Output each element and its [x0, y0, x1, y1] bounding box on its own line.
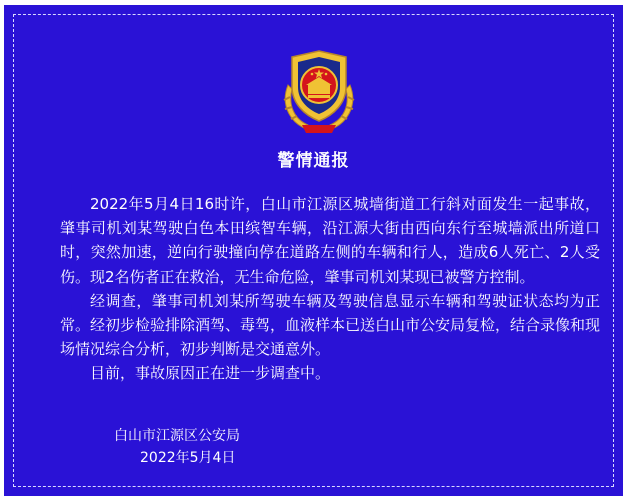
police-notice [4, 5, 623, 496]
issue-date: 2022年5月4日 [140, 450, 236, 466]
paragraph-investigation: 经调查，肇事司机刘某所驾驶车辆及驾驶信息显示车辆和驾驶证状态均为正常。经初步检验排除酒驾、毒驾，血液样本已送白山市公安局复检，结合录像和现场情况综合分析，初步判断是交通意外。 [60, 291, 601, 359]
police-emblem-icon [272, 45, 366, 137]
notice-body [60, 192, 600, 386]
signoff [114, 425, 240, 469]
paragraph-status: 目前，事故原因正在进一步调查中。 [90, 364, 331, 383]
paragraph-incident: 2022年5月4日16时许，白山市江源区城墙街道工行斜对面发生一起事故，肇事司机刘某驾驶白色本田缤智车辆，沿江源大街由西向东行至城墙派出所道口时，突然加速，逆向行驶撞向停在道路左侧的车辆和行人，造成6人死亡、2人受伤。现2名伤者正在救治，无生命危险，肇事司机刘某现已被警方控制。 [60, 195, 600, 286]
notice-title: 警情通报 [277, 151, 350, 171]
issuer-name: 白山市江源区公安局 [114, 428, 240, 444]
